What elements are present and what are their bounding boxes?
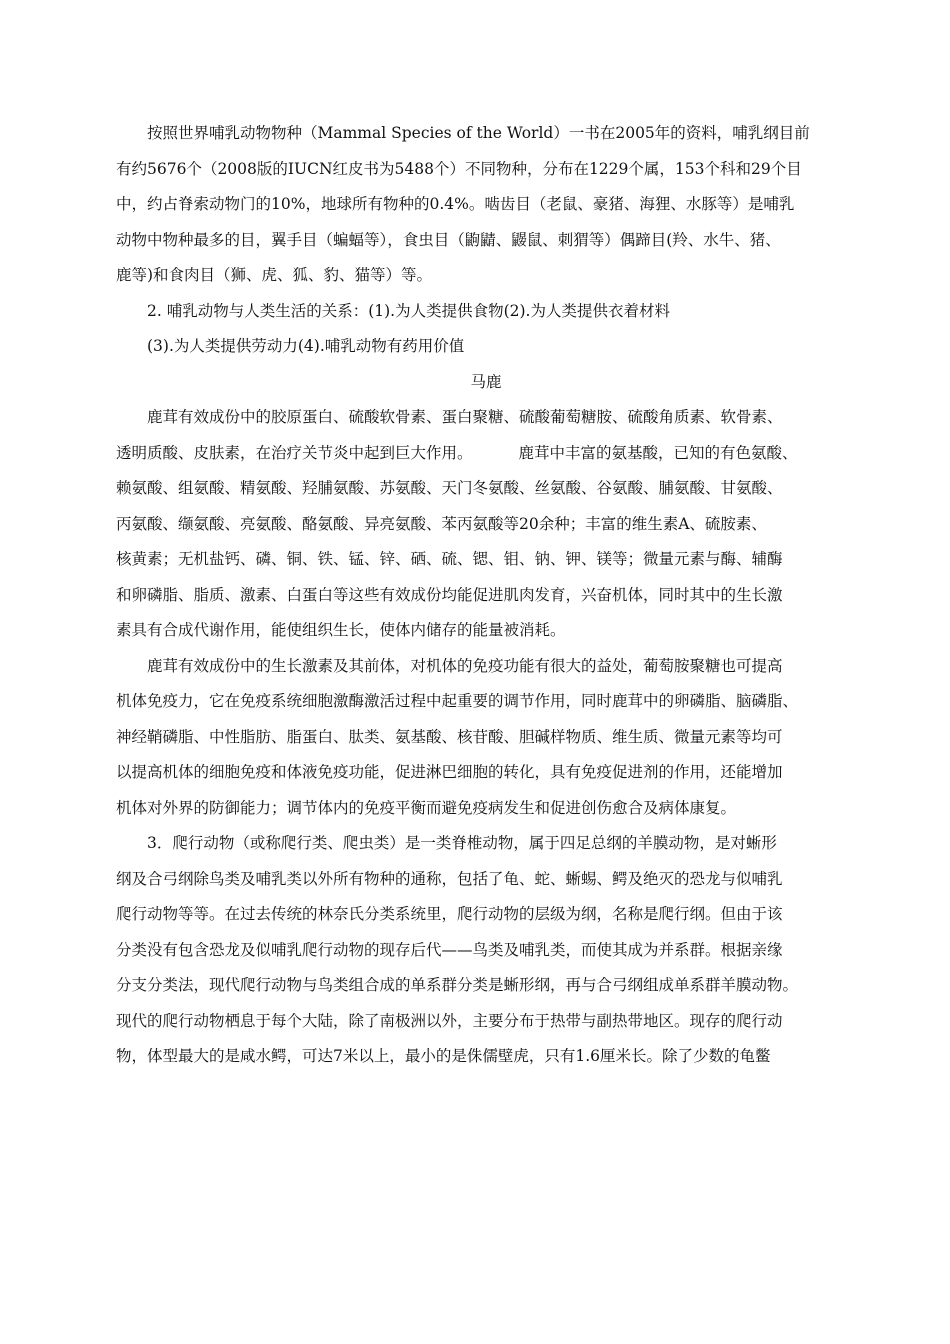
text-line: 以提高机体的细胞免疫和体液免疫功能，促进淋巴细胞的转化，具有免疫促进剂的作用，还能增加 [116, 763, 783, 781]
text-line: 和卵磷脂、脂质、激素、白蛋白等这些有效成份均能促进肌肉发育，兴奋机体，同时其中的生长激 [116, 585, 783, 604]
paragraph-reptiles [116, 826, 856, 1075]
text-line: 中，约占脊索动物门的10%，地球所有物种的0.4%。啮齿目（老鼠、豪猪、海狸、水豚等）是哺乳 [116, 195, 795, 213]
text-line: 赖氨酸、组氨酸、精氨酸、羟脯氨酸、苏氨酸、天门冬氨酸、丝氨酸、谷氨酸、脯氨酸、甘氨酸、 [116, 479, 783, 497]
paragraph-antler-immunity [116, 649, 856, 827]
paragraph-antler-components [116, 400, 856, 649]
text-line: 物，体型最大的是咸水鳄，可达7米以上，最小的是侏儒壁虎，只有1.6厘米长。除了少数的龟鳖 [116, 1047, 771, 1065]
text-line: 2. 哺乳动物与人类生活的关系：(1).为人类提供食物(2).为人类提供衣着材料 [147, 301, 670, 320]
text-line: 神经鞘磷脂、中性脂肪、脂蛋白、肽类、氨基酸、核苷酸、胆碱样物质、维生质、微量元素等均可 [116, 727, 783, 746]
text-line: 机体免疫力，它在免疫系统细胞激酶激活过程中起重要的调节作用，同时鹿茸中的卵磷脂、脑磷脂、 [116, 692, 799, 710]
text-line: 按照世界哺乳动物物种（Mammal Species of the World）一书在2005年的资料，哺乳纲目前 [147, 124, 810, 142]
text-line: 纲及合弓纲除鸟类及哺乳类以外所有物种的通称，包括了龟、蛇、蜥蜴、鳄及绝灭的恐龙与似哺乳 [116, 869, 783, 888]
text-line: 分类没有包含恐龙及似哺乳爬行动物的现存后代——鸟类及哺乳类，而使其成为并系群。根据亲缘 [116, 940, 783, 959]
text-line: 3．爬行动物（或称爬行类、爬虫类）是一类脊椎动物，属于四足总纲的羊膜动物，是对蜥形 [147, 834, 777, 852]
text-line: 鹿茸有效成份中的胶原蛋白、硫酸软骨素、蛋白聚糖、硫酸葡萄糖胺、硫酸角质素、软骨素、 [147, 408, 783, 426]
text-segment: 鹿茸中丰富的氨基酸，已知的有色氨酸、 [518, 443, 798, 462]
text-segment: 透明质酸、皮肤素，在治疗关节炎中起到巨大作用。 [116, 443, 473, 462]
text-line: 素具有合成代谢作用，能使组织生长，使体内储存的能量被消耗。 [116, 621, 566, 639]
text-line: 丙氨酸、缬氨酸、亮氨酸、酪氨酸、异亮氨酸、苯丙氨酸等20余种；丰富的维生素A、硫胺素、 [116, 514, 767, 533]
document-body [116, 116, 856, 1075]
text-line: 有约5676个（2008版的IUCN红皮书为5488个）不同物种，分布在1229个属，153个科和29个目 [116, 159, 802, 178]
text-line: 核黄素；无机盐钙、磷、铜、铁、锰、锌、硒、硫、锶、钼、钠、钾、镁等；微量元素与酶、辅酶 [116, 550, 783, 568]
text-line: 机体对外界的防御能力；调节体内的免疫平衡而避免疫病发生和促进创伤愈合及病体康复。 [116, 798, 737, 817]
text-line: 现代的爬行动物栖息于每个大陆，除了南极洲以外，主要分布于热带与副热带地区。现存的爬行动 [116, 1011, 783, 1030]
item-2-relationship [116, 294, 856, 365]
text-line: 分支分类法，现代爬行动物与鸟类组合成的单系群分类是蜥形纲，再与合弓纲组成单系群羊膜动物。 [116, 976, 799, 994]
text-line: 鹿茸有效成份中的生长激素及其前体，对机体的免疫功能有很大的益处，葡萄胺聚糖也可提高 [147, 656, 783, 675]
text-line [116, 436, 856, 472]
text-line: 动物中物种最多的目，翼手目（蝙蝠等），食虫目（鼩鼱、鼹鼠、刺猬等）偶蹄目(羚、水牛、猪、 [116, 230, 781, 249]
heading-red-deer [116, 365, 856, 401]
text-line: 爬行动物等等。在过去传统的林奈氏分类系统里，爬行动物的层级为纲，名称是爬行纲。但由于该 [116, 905, 783, 923]
text-line: (3).为人类提供劳动力(4).哺乳动物有药用价值 [147, 337, 465, 355]
section-heading: 马鹿 [470, 372, 502, 391]
paragraph-mammal-species [116, 116, 856, 294]
text-line: 鹿等)和食肉目（狮、虎、狐、豹、猫等）等。 [116, 266, 433, 284]
